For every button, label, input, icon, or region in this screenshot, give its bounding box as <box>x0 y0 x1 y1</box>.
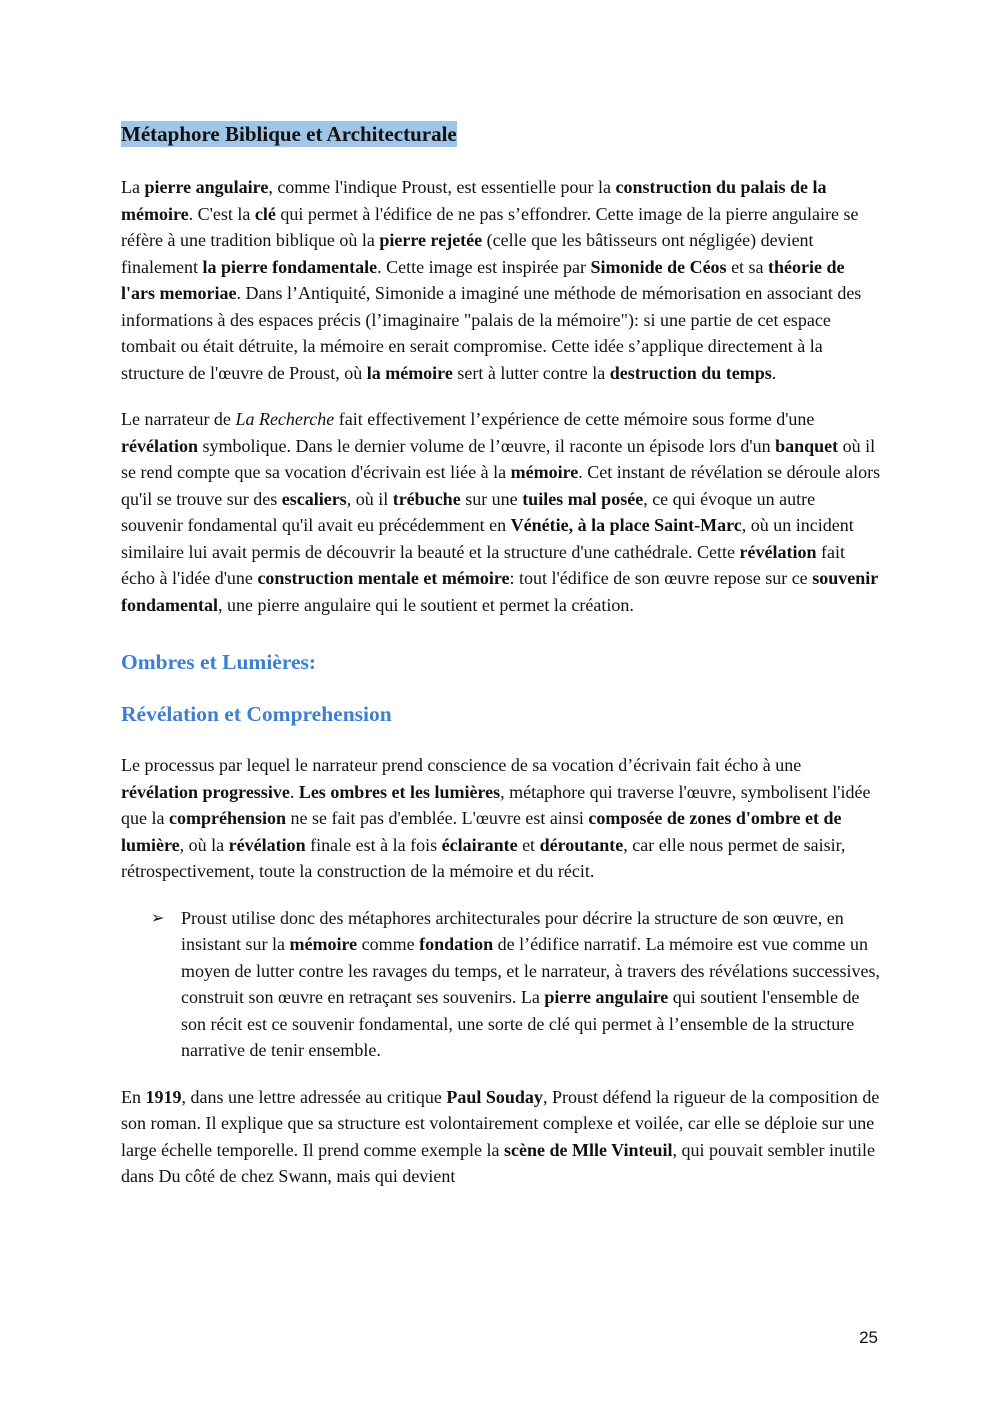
bold-run: théorie de l'ars memoriae <box>121 256 845 303</box>
text-run: (celle que les bâtisseurs ont négligée) devient finalement <box>121 230 814 277</box>
text-run: finale est à la fois <box>305 834 442 855</box>
text-run: et <box>517 834 540 855</box>
bold-run: banquet <box>775 435 839 456</box>
bold-run: destruction du temps <box>609 362 772 383</box>
bold-run: révélation <box>121 435 198 456</box>
italic-run: La Recherche <box>235 409 335 429</box>
bold-run: clé <box>254 203 276 224</box>
subheading-ombres-lumieres: Ombres et Lumières: <box>121 650 317 674</box>
page-content <box>121 118 881 1190</box>
text-run: Le processus par lequel le narrateur prend conscience de sa vocation d’écrivain fait écho à une <box>121 755 802 775</box>
text-run: , métaphore qui traverse l'œuvre, symbolisent l'idée que la <box>121 781 871 828</box>
text-run: . Dans l’Antiquité, Simonide a imaginé une méthode de mémorisation en associant des informations à des espaces précis (l’imaginaire "palais de la mémoire"): si une partie de cet espace tombait ou était détruite, la mémoire en serait compromise. Cette idée s’applique directement à la structure de l'œuvre de Proust, où <box>121 283 862 383</box>
text-run: La <box>121 177 145 197</box>
paragraph-1919-lettre <box>121 1084 881 1190</box>
text-run: En <box>121 1086 146 1107</box>
page-number: 25 <box>859 1328 878 1347</box>
text-run: , ce qui évoque un autre souvenir fondamental qu'il avait eu précédemment en <box>121 488 816 535</box>
bold-run: scène de Mlle Vinteuil <box>504 1139 673 1160</box>
bold-run: Vénétie, à la place Saint-Marc <box>510 515 742 535</box>
bold-run: déroutante <box>539 834 624 855</box>
bold-run: escaliers <box>281 488 347 509</box>
bold-run: trébuche <box>392 488 461 509</box>
bold-run: éclairante <box>441 834 518 855</box>
bold-run: Paul Souday <box>446 1086 543 1107</box>
bold-run: 1919 <box>145 1086 182 1107</box>
bold-run: mémoire <box>289 934 358 954</box>
text-run: , où un incident similaire lui avait permis de découvrir la beauté et la structure d'une cathédrale. Cette <box>121 515 854 562</box>
text-run: ne se fait pas d'emblée. L'œuvre est ainsi <box>285 808 589 828</box>
bold-run: la pierre fondamentale <box>202 256 378 277</box>
bold-run: compréhension <box>168 808 286 828</box>
text-run: . <box>289 781 299 802</box>
bold-run: pierre angulaire <box>144 177 269 197</box>
bold-run: tuiles mal posée <box>522 488 644 509</box>
text-run: et sa <box>726 256 769 277</box>
text-run: , une pierre angulaire qui le soutient et permet la création. <box>218 594 634 615</box>
text-run: . Cet instant de révélation se déroule alors qu'il se trouve sur des <box>121 462 881 509</box>
bold-run: révélation <box>228 834 306 855</box>
bold-run: Simonide de Céos <box>590 256 727 277</box>
text-run: symbolique. Dans le dernier volume de l’œuvre, il raconte un épisode lors d'un <box>197 435 776 456</box>
bold-run: fondation <box>419 934 494 954</box>
bold-run: révélation <box>739 541 817 562</box>
section-heading <box>121 118 881 150</box>
paragraph-revelation-narrateur <box>121 406 881 618</box>
text-run: Le narrateur de <box>121 409 236 429</box>
text-run: . Cette image est inspirée par <box>377 256 591 277</box>
text-run: : tout l'édifice de son œuvre repose sur ce <box>509 568 813 588</box>
bold-run: mémoire <box>510 462 579 482</box>
text-run: sert à lutter contre la <box>452 362 610 383</box>
bold-run: pierre rejetée <box>379 230 483 250</box>
text-run: , dans une lettre adressée au critique <box>181 1086 447 1107</box>
text-run: Proust utilise donc des métaphores architecturales pour décrire la structure de son œuvre, en insistant sur la <box>181 907 844 954</box>
text-run: sur une <box>460 488 523 509</box>
text-run: qui permet à l'édifice de ne pas s’effondrer. Cette image de la pierre angulaire se réfère à une tradition biblique où la <box>121 203 859 250</box>
bold-run: souvenir fondamental <box>121 568 878 615</box>
text-run: , où la <box>179 834 229 855</box>
text-run: . <box>771 362 777 383</box>
highlighted-heading-text: Métaphore Biblique et Architecturale <box>121 122 457 146</box>
text-run: de l’édifice narratif. La mémoire est vue comme un moyen de lutter contre les ravages du temps, et le narrateur, à travers des révélations successives, construit son œuvre en retraçant ses souvenirs. La <box>181 934 881 1007</box>
bold-run: pierre angulaire <box>544 987 669 1007</box>
bold-run: la mémoire <box>366 362 453 383</box>
bold-run: construction du palais de la mémoire <box>121 177 827 224</box>
bullet-item <box>121 905 881 1064</box>
subheading-revelation-comprehension: Révélation et Comprehension <box>121 702 392 726</box>
bullet-text <box>181 908 880 1061</box>
text-run: comme <box>357 934 420 954</box>
text-run: fait écho à l'idée d'une <box>121 541 845 588</box>
text-run: qui soutient l'ensemble de son récit est ce souvenir fondamental, une sorte de clé qui permet à l’ensemble de la structure narrative de tenir ensemble. <box>181 987 860 1060</box>
text-run: . C'est la <box>188 203 255 224</box>
bold-run: construction mentale et mémoire <box>257 568 510 588</box>
paragraph-pierre-angulaire <box>121 174 881 386</box>
paragraph-processus <box>121 752 881 885</box>
bold-run: révélation progressive <box>121 781 290 802</box>
text-run: , où il <box>346 488 393 509</box>
text-run: , qui pouvait sembler inutile dans Du côté de chez Swann, mais qui devient <box>121 1139 875 1186</box>
arrow-bullet-icon: ➢ <box>151 907 165 927</box>
text-run: fait effectivement l’expérience de cette mémoire sous forme d'une <box>334 409 815 429</box>
text-run: , car elle nous permet de saisir, rétrospectivement, toute la construction de la mémoire et du récit. <box>121 834 846 881</box>
bold-run: Les ombres et les lumières <box>298 781 501 802</box>
bold-run: composée de zones d'ombre et de lumière <box>121 808 842 855</box>
text-run: , Proust défend la rigueur de la composition de son roman. Il explique que sa structure est volontairement complexe et voilée, car elle se déploie sur une large échelle temporelle. Il prend comme exemple la <box>121 1086 880 1160</box>
text-run: où il se rend compte que sa vocation d'écrivain est liée à la <box>121 435 876 482</box>
text-run: , comme l'indique Proust, est essentielle pour la <box>268 177 616 197</box>
